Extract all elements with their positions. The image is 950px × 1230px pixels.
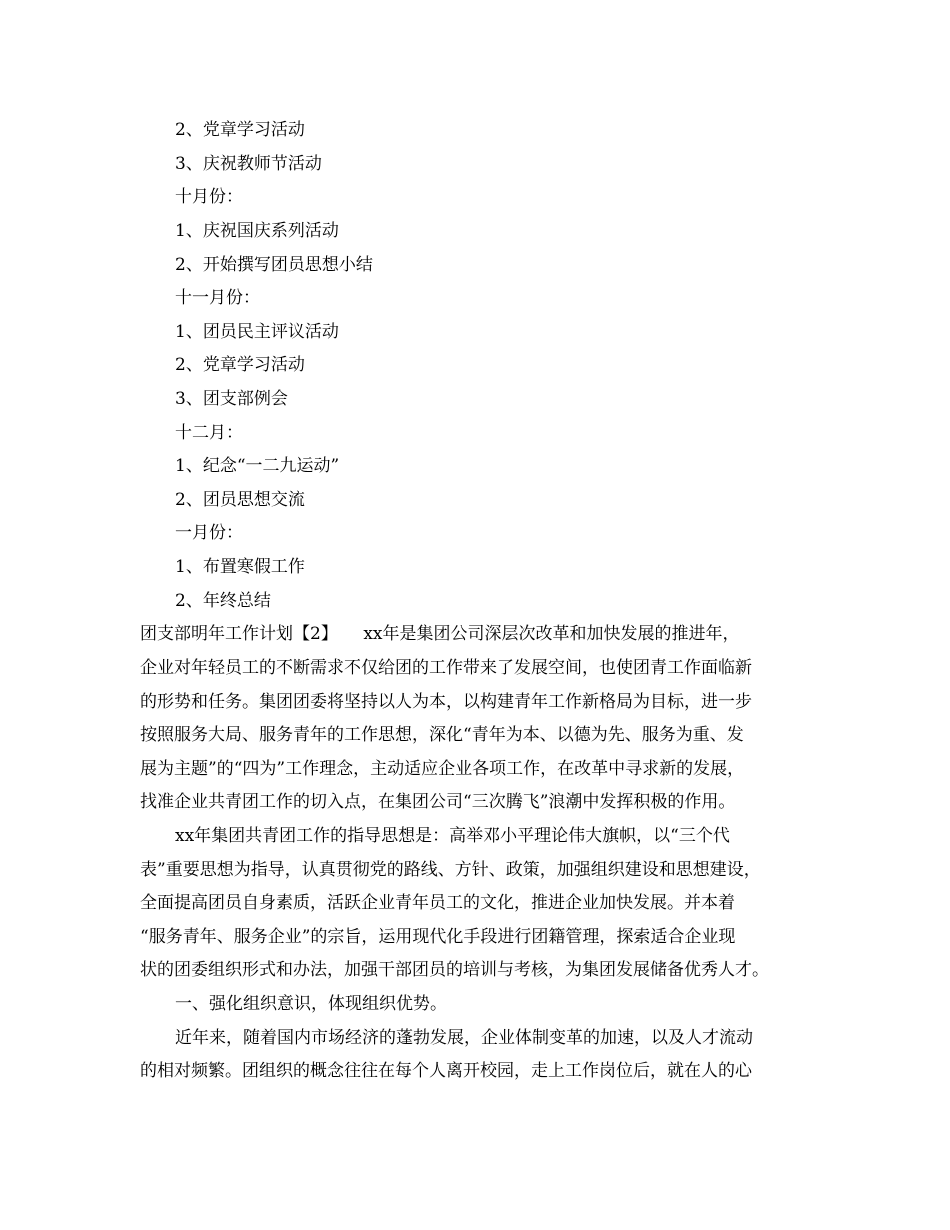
list-item: 2、党章学习活动 xyxy=(175,120,305,140)
month-heading: 一月份： xyxy=(175,523,243,543)
list-item: 2、党章学习活动 xyxy=(175,355,305,375)
paragraph-line: xx年集团共青团工作的指导思想是：高举邓小平理论伟大旗帜，以“三个代 xyxy=(175,826,730,846)
month-heading: 十二月： xyxy=(175,423,243,443)
list-item: 3、团支部例会 xyxy=(175,389,288,409)
list-item: 2、开始撰写团员思想小结 xyxy=(175,255,373,275)
paragraph-line: 的相对频繁。团组织的概念往往在每个人离开校园，走上工作岗位后，就在人的心 xyxy=(140,1061,752,1081)
paragraph-line: 状的团委组织形式和办法，加强干部团员的培训与考核，为集团发展储备优秀人才。 xyxy=(140,960,769,980)
paragraph-line: “服务青年、服务企业”的宗旨，运用现代化手段进行团籍管理，探索适合企业现 xyxy=(140,927,736,947)
paragraph-line: 表”重要思想为指导，认真贯彻党的路线、方针、政策，加强组织建设和思想建设， xyxy=(140,860,761,880)
list-item: 1、纪念“一二九运动” xyxy=(175,456,340,476)
month-heading: 十月份： xyxy=(175,187,243,207)
paragraph-line: 展为主题”的“四为”工作理念，主动适应企业各项工作，在改革中寻求新的发展， xyxy=(140,759,745,779)
section-heading: 一、强化组织意识，体现组织优势。 xyxy=(175,994,447,1014)
section-title-line: 团支部明年工作计划【2】 xx年是集团公司深层次改革和加快发展的推进年， xyxy=(140,624,740,644)
paragraph-line: 企业对年轻员工的不断需求不仅给团的工作带来了发展空间，也使团青工作面临新 xyxy=(140,658,752,678)
paragraph-line: 的形势和任务。集团团委将坚持以人为本，以构建青年工作新格局为目标，进一步 xyxy=(140,692,752,712)
list-item: 1、布置寒假工作 xyxy=(175,557,305,577)
month-heading: 十一月份： xyxy=(175,288,260,308)
list-item: 1、团员民主评议活动 xyxy=(175,322,339,342)
paragraph-line: 按照服务大局、服务青年的工作思想，深化“青年为本、以德为先、服务为重、发 xyxy=(140,725,744,745)
paragraph-line: 近年来，随着国内市场经济的蓬勃发展，企业体制变革的加速，以及人才流动 xyxy=(175,1028,753,1048)
list-item: 2、年终总结 xyxy=(175,591,271,611)
paragraph-line: 找准企业共青团工作的切入点，在集团公司“三次腾飞”浪潮中发挥积极的作用。 xyxy=(140,792,736,812)
list-item: 3、庆祝教师节活动 xyxy=(175,154,322,174)
paragraph-line: 全面提高团员自身素质，活跃企业青年员工的文化，推进企业加快发展。并本着 xyxy=(140,893,735,913)
list-item: 2、团员思想交流 xyxy=(175,490,305,510)
list-item: 1、庆祝国庆系列活动 xyxy=(175,221,339,241)
